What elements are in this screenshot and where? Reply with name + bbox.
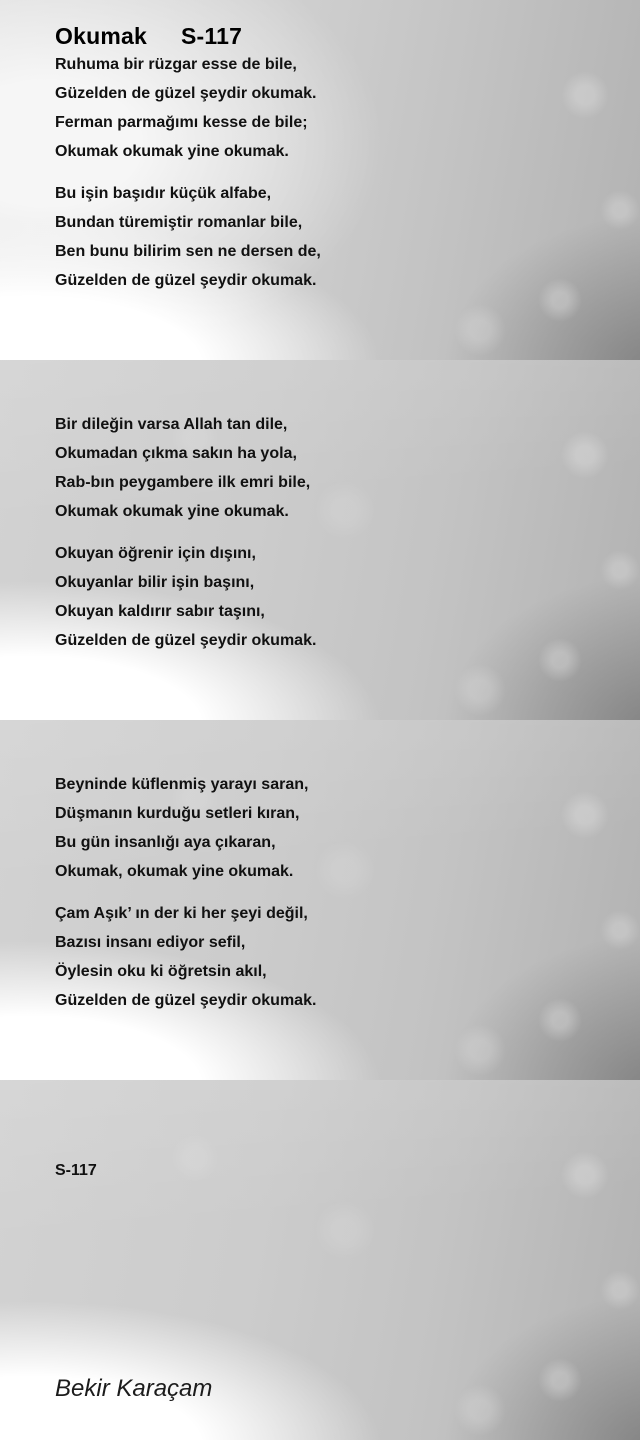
stanza-6 bbox=[55, 899, 595, 1015]
poem-block-2 bbox=[55, 410, 595, 668]
stanza-3 bbox=[55, 410, 595, 526]
poem-line: Okuyan öğrenir için dışını, bbox=[55, 545, 256, 562]
poem-line: Güzelden de güzel şeydir okumak. bbox=[55, 85, 317, 102]
poem-line: Okumak okumak yine okumak. bbox=[55, 503, 289, 520]
stanza-1 bbox=[55, 50, 595, 166]
poem-line: Ruhuma bir rüzgar esse de bile, bbox=[55, 56, 297, 73]
poem-line: Güzelden de güzel şeydir okumak. bbox=[55, 632, 317, 649]
poem-line: Öylesin oku ki öğretsin akıl, bbox=[55, 963, 267, 980]
poem-title bbox=[55, 23, 242, 50]
poem-line: Güzelden de güzel şeydir okumak. bbox=[55, 992, 317, 1009]
poem-line: Çam Aşık’ ın der ki her şeyi değil, bbox=[55, 905, 308, 922]
poem-line: Düşmanın kurduğu setleri kıran, bbox=[55, 805, 300, 822]
poem-page-1 bbox=[0, 0, 640, 360]
series-label: S-117 bbox=[55, 1162, 97, 1179]
author-signature: Bekir Karaçam bbox=[55, 1375, 213, 1402]
stanza-5 bbox=[55, 770, 595, 886]
poem-line: Okumak okumak yine okumak. bbox=[55, 143, 289, 160]
poem-line: Beyninde küflenmiş yarayı saran, bbox=[55, 776, 309, 793]
poem-block-3 bbox=[55, 770, 595, 1028]
poem-page-3 bbox=[0, 720, 640, 1080]
poem-line: Bu gün insanlığı aya çıkaran, bbox=[55, 834, 276, 851]
poem-line: Bundan türemiştir romanlar bile, bbox=[55, 214, 303, 231]
stanza-2 bbox=[55, 179, 595, 295]
poem-page-4 bbox=[0, 1080, 640, 1440]
stanza-4 bbox=[55, 539, 595, 655]
poem-line: Rab-bın peygambere ilk emri bile, bbox=[55, 474, 311, 491]
poem-line: Okuyanlar bilir işin başını, bbox=[55, 574, 255, 591]
poem-line: Okuyan kaldırır sabır taşını, bbox=[55, 603, 265, 620]
poem-title-word: Okumak bbox=[55, 23, 147, 50]
poem-line: Okumak, okumak yine okumak. bbox=[55, 863, 294, 880]
poem-line: Okumadan çıkma sakın ha yola, bbox=[55, 445, 297, 462]
poem-line: Güzelden de güzel şeydir okumak. bbox=[55, 272, 317, 289]
poem-line: Ben bunu bilirim sen ne dersen de, bbox=[55, 243, 321, 260]
poem-line: Bir dileğin varsa Allah tan dile, bbox=[55, 416, 288, 433]
poem-page-2 bbox=[0, 360, 640, 720]
poem-block-1 bbox=[55, 50, 595, 308]
poem-title-code: S-117 bbox=[180, 23, 243, 50]
poem-line: Bu işin başıdır küçük alfabe, bbox=[55, 185, 272, 202]
poem-line: Ferman parmağımı kesse de bile; bbox=[55, 114, 308, 131]
poem-line: Bazısı insanı ediyor sefil, bbox=[55, 934, 246, 951]
